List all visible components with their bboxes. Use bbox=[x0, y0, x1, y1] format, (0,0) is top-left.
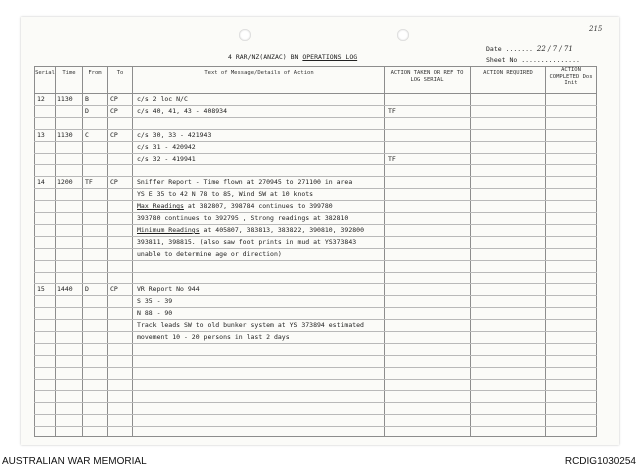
row-rule bbox=[34, 248, 597, 249]
row-rule bbox=[34, 414, 597, 415]
entry-from: D bbox=[85, 285, 89, 294]
entry-text bbox=[137, 202, 333, 210]
row-rule bbox=[34, 436, 597, 437]
entry-text: c/s 32 - 419941 bbox=[137, 154, 196, 163]
log-title bbox=[228, 53, 357, 61]
header-serial: Serial bbox=[35, 70, 55, 76]
footer-reference: RCDIG1030254 bbox=[564, 456, 636, 467]
column-rule bbox=[470, 66, 471, 437]
row-rule bbox=[34, 379, 597, 380]
row-rule bbox=[34, 402, 597, 403]
entry-from: C bbox=[85, 130, 89, 139]
entry-text: unable to determine age or direction) bbox=[137, 249, 282, 258]
column-rule bbox=[34, 66, 35, 437]
row-rule bbox=[34, 319, 597, 320]
date-value: 22 / 7 / 71 bbox=[536, 45, 573, 53]
entry-label: Minimum Readings bbox=[137, 225, 200, 234]
entry-text: Track leads SW to old bunker system at YS 373894 estimated bbox=[137, 321, 364, 330]
row-rule bbox=[34, 343, 597, 344]
row-rule bbox=[34, 200, 597, 201]
row-rule bbox=[34, 283, 597, 284]
log-sheet bbox=[21, 17, 619, 445]
column-rule bbox=[55, 66, 56, 437]
entry-serial: 15 bbox=[37, 285, 45, 294]
entry-serial: 14 bbox=[37, 178, 45, 187]
entry-serial: 12 bbox=[37, 95, 45, 103]
header-text: Text of Message/Details of Action bbox=[204, 70, 314, 76]
entry-to: CP bbox=[110, 178, 118, 187]
row-rule bbox=[34, 66, 597, 67]
entry-text bbox=[137, 226, 364, 234]
header-action-taken: ACTION TAKEN OR REF TO LOG SERIAL bbox=[390, 70, 464, 83]
log-table bbox=[34, 66, 597, 437]
entry-from: B bbox=[85, 95, 89, 103]
entry-text: VR Report No 944 bbox=[137, 285, 200, 294]
entry-time: 1440 bbox=[57, 285, 73, 294]
entry-ref: TF bbox=[388, 154, 396, 163]
entry-text: N 88 - 90 bbox=[137, 309, 173, 318]
row-rule bbox=[34, 426, 597, 427]
entry-to: CP bbox=[110, 130, 118, 139]
row-rule bbox=[34, 224, 597, 225]
header-action-completed: ACTION COMPLETED Dos Init bbox=[549, 67, 593, 86]
entry-text: c/s 30, 33 - 421943 bbox=[137, 130, 212, 139]
row-rule bbox=[34, 331, 597, 332]
row-rule bbox=[34, 153, 597, 154]
entry-text: YS E 35 to 42 N 78 to 85, Wind SW at 10 knots bbox=[137, 190, 314, 199]
entry-text-rest: at 382807, 398784 continues to 399780 bbox=[183, 202, 333, 211]
entry-to: CP bbox=[110, 95, 118, 103]
entry-time: 1130 bbox=[57, 95, 73, 103]
column-rule bbox=[545, 66, 546, 437]
entry-text: movement 10 - 20 persons in last 2 days bbox=[137, 333, 290, 341]
row-rule bbox=[34, 141, 597, 142]
entry-from: TF bbox=[85, 178, 93, 187]
entry-label: Max Readings bbox=[137, 202, 184, 211]
row-rule bbox=[34, 105, 597, 106]
punch-hole bbox=[397, 29, 409, 41]
row-rule bbox=[34, 390, 597, 391]
date-label: Date bbox=[486, 45, 502, 53]
header-to: To bbox=[116, 70, 124, 76]
row-rule bbox=[34, 176, 597, 177]
punch-hole bbox=[239, 29, 251, 41]
title-prefix: 4 RAR/NZ(ANZAC) BN bbox=[228, 53, 303, 61]
row-rule bbox=[34, 355, 597, 356]
page-number: 215 bbox=[589, 25, 603, 33]
entry-text: c/s 31 - 420942 bbox=[137, 142, 196, 151]
entry-ref: TF bbox=[388, 106, 396, 115]
header-action-required: ACTION REQUIRED bbox=[483, 70, 533, 76]
row-rule bbox=[34, 93, 597, 94]
header-from: From bbox=[88, 70, 102, 76]
footer-archive: AUSTRALIAN WAR MEMORIAL bbox=[2, 456, 147, 467]
entry-text: c/s 40, 41, 43 - 408934 bbox=[137, 106, 228, 115]
column-rule bbox=[384, 66, 385, 437]
sheet-line: Sheet No ............... bbox=[486, 56, 580, 64]
entry-to: CP bbox=[110, 106, 118, 115]
row-rule bbox=[34, 188, 597, 189]
date-line: Date ....... 22 / 7 / 71 bbox=[486, 45, 573, 53]
row-rule bbox=[34, 117, 597, 118]
column-rule bbox=[132, 66, 133, 437]
entry-text: 393811, 398815. (also saw foot prints in mud at YS373843 bbox=[137, 237, 357, 246]
entry-text: 393780 continues to 392795 , Strong readings at 382810 bbox=[137, 214, 349, 222]
entry-from: D bbox=[85, 106, 89, 115]
entry-to: CP bbox=[110, 285, 118, 294]
entry-time: 1130 bbox=[57, 130, 73, 139]
entry-text: c/s 2 loc N/C bbox=[137, 95, 188, 103]
column-rule bbox=[596, 66, 597, 437]
row-rule bbox=[34, 295, 597, 296]
entry-serial: 13 bbox=[37, 130, 45, 139]
row-rule bbox=[34, 272, 597, 273]
column-rule bbox=[107, 66, 108, 437]
title-main: OPERATIONS LOG bbox=[302, 53, 358, 61]
sheet-label: Sheet No bbox=[486, 56, 518, 64]
entry-text-rest: at 405807, 383813, 383822, 390810, 392800 bbox=[199, 225, 364, 234]
row-rule bbox=[34, 307, 597, 308]
entry-time: 1200 bbox=[57, 178, 73, 187]
entry-text: S 35 - 39 bbox=[137, 297, 173, 306]
row-rule bbox=[34, 164, 597, 165]
row-rule bbox=[34, 129, 597, 130]
entry-text: Sniffer Report - Time flown at 270945 to 271100 in area bbox=[137, 178, 353, 187]
row-rule bbox=[34, 367, 597, 368]
column-rule bbox=[82, 66, 83, 437]
header-time: Time bbox=[62, 70, 76, 76]
row-rule bbox=[34, 212, 597, 213]
row-rule bbox=[34, 260, 597, 261]
